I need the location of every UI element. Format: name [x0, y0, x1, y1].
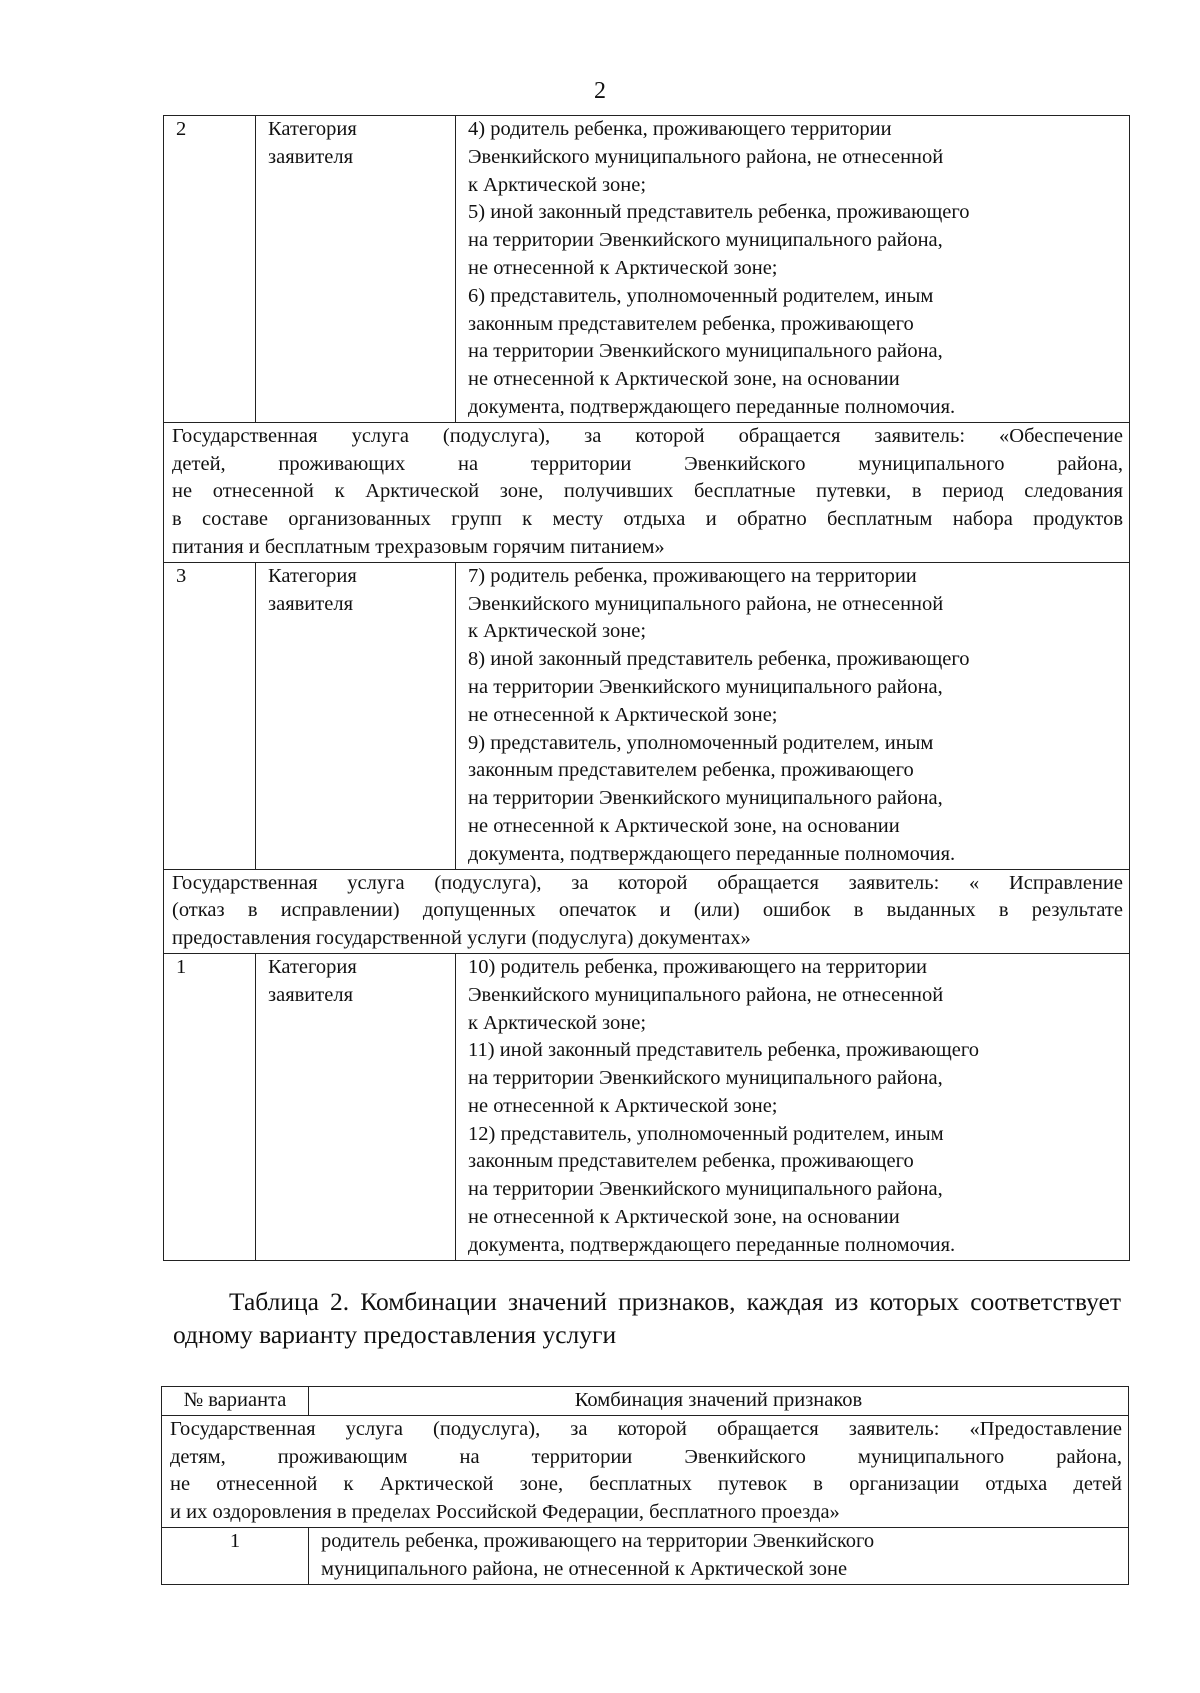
- service-line: детям, проживающим на территории Эвенкийского муниципального района,: [170, 1445, 1122, 1468]
- service-line: Государственная услуга (подуслуга), за которой обращается заявитель: «Предоставление: [170, 1417, 1122, 1440]
- applicant-categories-table: [163, 115, 1130, 1261]
- variant-combinations-table: [161, 1386, 1129, 1585]
- value-line: не отнесенной к Арктической зоне;: [468, 703, 778, 726]
- value-line: законным представителем ребенка, проживающего: [468, 759, 914, 782]
- variant-number-cell: 2: [164, 116, 256, 423]
- category-values-cell: [456, 116, 1130, 423]
- value-line: 4) родитель ребенка, проживающего территории: [468, 118, 892, 140]
- category-label-cell: [256, 562, 456, 869]
- value-line: 5) иной законный представитель ребенка, проживающего: [468, 201, 970, 224]
- value-line: документа, подтверждающего переданные полномочия.: [468, 395, 956, 418]
- service-line: не отнесенной к Арктической зоне, получивших бесплатные путевки, в период следования: [172, 480, 1123, 503]
- value-line: не отнесенной к Арктической зоне;: [468, 256, 778, 279]
- page-number: 2: [594, 78, 606, 104]
- value-line: Эвенкийского муниципального района, не отнесенной: [468, 983, 944, 1006]
- table-header-row: [162, 1387, 1129, 1416]
- table-row: [164, 869, 1130, 953]
- category-values-cell: [456, 953, 1130, 1260]
- value-line: на территории Эвенкийского муниципального района,: [468, 1178, 943, 1201]
- value-line: на территории Эвенкийского муниципального района,: [468, 229, 943, 252]
- value-line: законным представителем ребенка, проживающего: [468, 312, 914, 335]
- value-line: к Арктической зоне;: [468, 173, 647, 196]
- value-line: законным представителем ребенка, проживающего: [468, 1150, 914, 1173]
- combination-line: муниципального района, не отнесенной к Арктической зоне: [321, 1557, 848, 1580]
- category-values-cell: [456, 562, 1130, 869]
- service-description-cell: [162, 1415, 1129, 1527]
- category-label-line: заявителя: [268, 145, 353, 168]
- service-line: (отказ в исправлении) допущенных опечаток и (или) ошибок в выданных в результате: [172, 899, 1123, 922]
- service-line: Государственная услуга (подуслуга), за которой обращается заявитель: «Обеспечение: [172, 424, 1123, 447]
- service-line: питания и бесплатным трехразовым горячим питанием»: [172, 535, 665, 558]
- category-label-cell: [256, 116, 456, 423]
- value-line: на территории Эвенкийского муниципального района,: [468, 340, 943, 363]
- variant-number-cell: 1: [164, 953, 256, 1260]
- column-header-combination: Комбинация значений признаков: [309, 1387, 1129, 1416]
- service-line: детей, проживающих на территории Эвенкийского муниципального района,: [172, 452, 1123, 475]
- table-row: [164, 562, 1130, 869]
- value-line: 11) иной законный представитель ребенка, проживающего: [468, 1039, 979, 1062]
- value-line: не отнесенной к Арктической зоне, на основании: [468, 814, 900, 837]
- value-line: не отнесенной к Арктической зоне;: [468, 1094, 778, 1117]
- category-label-cell: [256, 953, 456, 1260]
- value-line: не отнесенной к Арктической зоне, на основании: [468, 368, 900, 391]
- table-2-caption: Таблица 2. Комбинации значений признаков, каждая из которых соответствует одному варианту предоставления услуги: [173, 1287, 1121, 1349]
- table-row: [162, 1415, 1129, 1527]
- value-line: не отнесенной к Арктической зоне, на основании: [468, 1206, 900, 1229]
- category-label-line: заявителя: [268, 983, 353, 1006]
- combination-cell: [309, 1527, 1129, 1584]
- variant-number-cell: 1: [162, 1527, 309, 1584]
- variant-number-cell: 3: [164, 562, 256, 869]
- service-description-cell: [164, 869, 1130, 953]
- service-line: и их оздоровления в пределах Российской Федерации, бесплатного проезда»: [170, 1501, 840, 1524]
- category-label-line: Категория: [268, 564, 357, 587]
- value-line: 7) родитель ребенка, проживающего на территории: [468, 564, 917, 587]
- value-line: 6) представитель, уполномоченный родителем, иным: [468, 284, 934, 307]
- value-line: на территории Эвенкийского муниципального района,: [468, 787, 943, 810]
- table-row: [164, 422, 1130, 562]
- value-line: Эвенкийского муниципального района, не отнесенной: [468, 592, 944, 615]
- column-header-variant-number: № варианта: [162, 1387, 309, 1416]
- value-line: 8) иной законный представитель ребенка, проживающего: [468, 648, 970, 671]
- table-row: [162, 1527, 1129, 1584]
- value-line: к Арктической зоне;: [468, 620, 647, 643]
- value-line: к Арктической зоне;: [468, 1011, 647, 1034]
- category-label-line: Категория: [268, 118, 357, 140]
- value-line: Эвенкийского муниципального района, не отнесенной: [468, 145, 944, 168]
- value-line: документа, подтверждающего переданные полномочия.: [468, 842, 956, 865]
- value-line: документа, подтверждающего переданные полномочия.: [468, 1233, 956, 1256]
- service-description-cell: [164, 422, 1130, 562]
- category-label-line: Категория: [268, 955, 357, 978]
- table-row: [164, 116, 1130, 423]
- value-line: 10) родитель ребенка, проживающего на территории: [468, 955, 928, 978]
- service-line: предоставления государственной услуги (подуслуга) документах»: [172, 927, 751, 950]
- combination-line: родитель ребенка, проживающего на территории Эвенкийского: [321, 1529, 875, 1552]
- service-line: в составе организованных групп к месту отдыха и обратно бесплатным набора продуктов: [172, 508, 1123, 531]
- table-row: [164, 953, 1130, 1260]
- value-line: 12) представитель, уполномоченный родителем, иным: [468, 1122, 944, 1145]
- service-line: не отнесенной к Арктической зоне, бесплатных путевок в организации отдыха детей: [170, 1473, 1122, 1496]
- category-label-line: заявителя: [268, 592, 353, 615]
- value-line: 9) представитель, уполномоченный родителем, иным: [468, 731, 934, 754]
- value-line: на территории Эвенкийского муниципального района,: [468, 1067, 943, 1090]
- service-line: Государственная услуга (подуслуга), за которой обращается заявитель: « Исправление: [172, 871, 1123, 894]
- value-line: на территории Эвенкийского муниципального района,: [468, 675, 943, 698]
